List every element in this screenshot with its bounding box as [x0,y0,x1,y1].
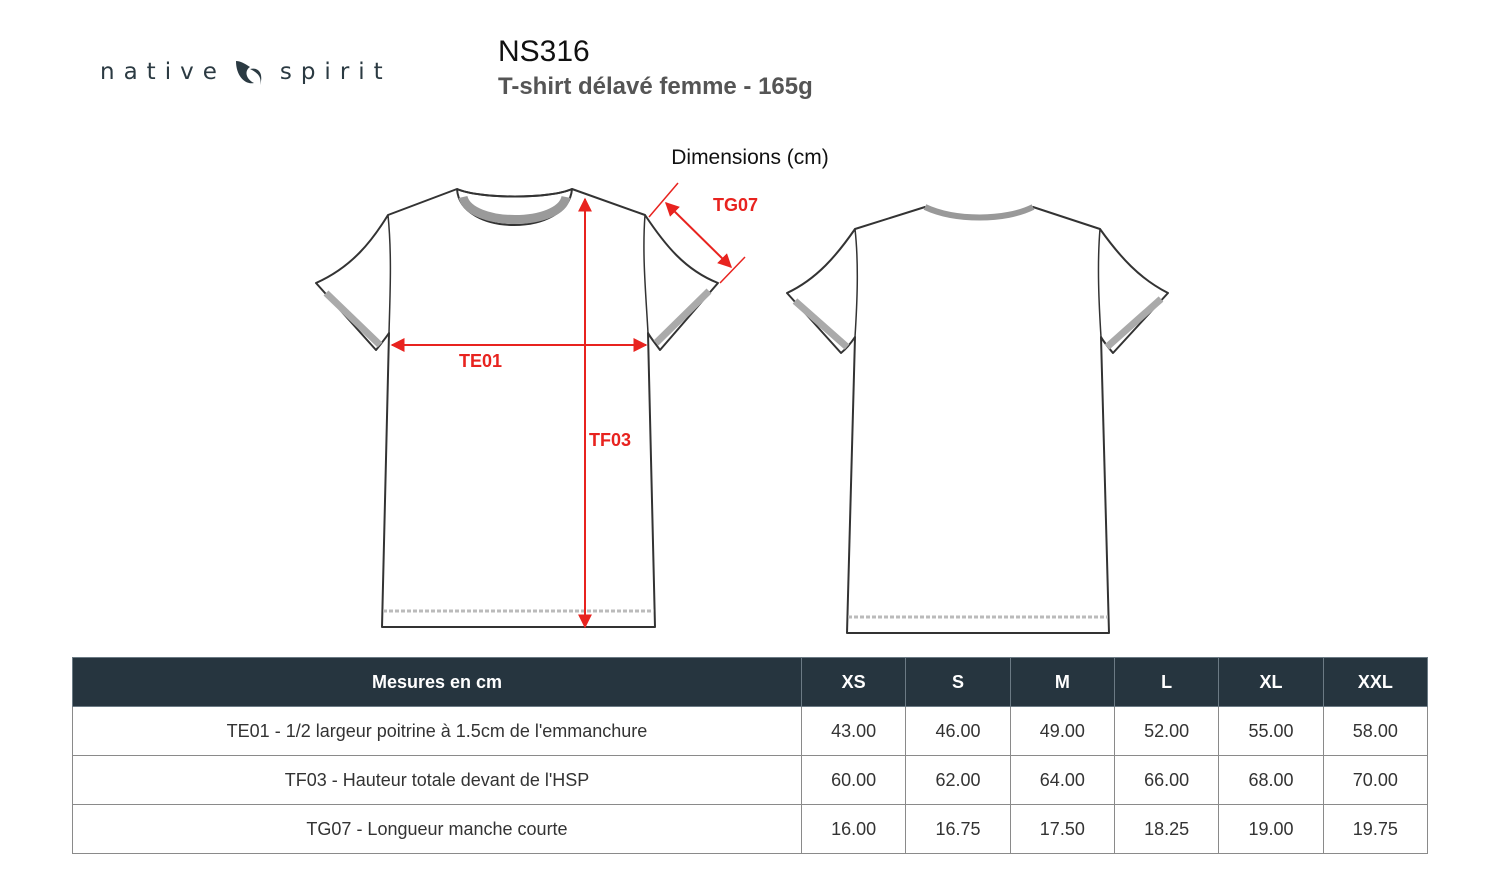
label-tf03: TF03 [589,430,632,450]
header-size-xl: XL [1219,658,1323,707]
brand-word-spirit: spirit [279,59,392,85]
header-size-xxl: XXL [1323,658,1427,707]
brand-word-native: native [100,59,226,85]
row-label: TF03 - Hauteur totale devant de l'HSP [73,756,802,805]
dimensions-title: Dimensions (cm) [671,146,829,169]
row-label: TG07 - Longueur manche courte [73,805,802,854]
header-size-m: M [1010,658,1114,707]
brand-logo [100,54,392,90]
product-name: T-shirt délavé femme - 165g [498,73,813,100]
tshirt-back-diagram [775,195,1185,645]
table-row [73,707,1428,756]
label-te01: TE01 [459,351,503,371]
table-cell: 62.00 [906,756,1010,805]
table-cell: 64.00 [1010,756,1114,805]
table-cell: 18.25 [1114,805,1218,854]
table-cell: 17.50 [1010,805,1114,854]
table-cell: 19.75 [1323,805,1427,854]
header-size-l: L [1114,658,1218,707]
table-cell: 52.00 [1114,707,1218,756]
header-size-s: S [906,658,1010,707]
row-label: TE01 - 1/2 largeur poitrine à 1.5cm de l'emmanchure [73,707,802,756]
product-title-block [498,34,813,102]
leaf-swirl-icon [232,55,266,89]
table-cell: 58.00 [1323,707,1427,756]
table-cell: 70.00 [1323,756,1427,805]
table-cell: 43.00 [802,707,906,756]
table-cell: 19.00 [1219,805,1323,854]
size-table [72,657,1428,854]
table-cell: 68.00 [1219,756,1323,805]
table-row [73,756,1428,805]
table-cell: 16.00 [802,805,906,854]
table-cell: 49.00 [1010,707,1114,756]
label-tg07: TG07 [713,195,759,215]
table-row [73,805,1428,854]
table-cell: 66.00 [1114,756,1218,805]
table-cell: 46.00 [906,707,1010,756]
tshirt-front-diagram [300,175,760,645]
header-measure: Mesures en cm [73,658,802,707]
table-cell: 55.00 [1219,707,1323,756]
table-cell: 16.75 [906,805,1010,854]
header-size-xs: XS [802,658,906,707]
table-header-row [73,658,1428,707]
product-code: NS316 [498,35,590,68]
table-cell: 60.00 [802,756,906,805]
